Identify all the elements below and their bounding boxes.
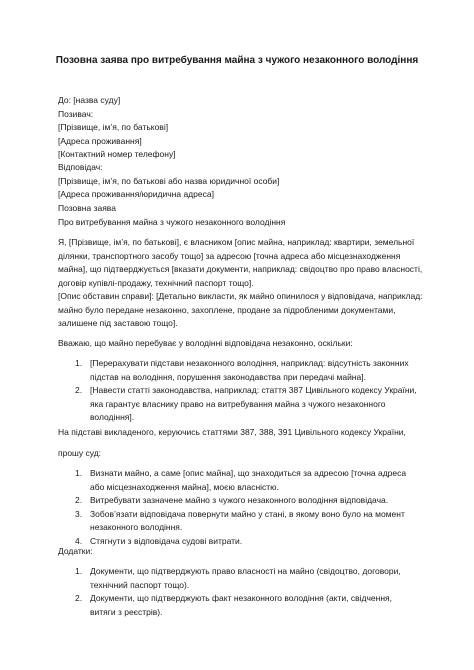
- request-text: Зобов’язати відповідача повернути майно у стані, в якому воно було на момент незаконного володіння.: [90, 508, 405, 532]
- reasons-list: [58, 357, 418, 425]
- defendant-name: [Прізвище, ім’я, по батькові або назва юридичної особи]: [58, 175, 280, 186]
- list-item: [58, 565, 418, 592]
- paragraph-circumstances: [Опис обставин справи]: [Детально викласти, як майно опинилося у відповідача, наприклад: майно було передане незаконно, захоплене, продане за підробленими документами, залишене під заставою тощо].: [58, 291, 423, 328]
- list-number: 4.: [75, 535, 83, 546]
- list-number: 2.: [75, 385, 83, 395]
- list-item: [58, 592, 418, 619]
- header-plaintiff-block: [58, 94, 428, 162]
- document-title: Позовна заява про витребування майна з чужого незаконного володіння: [55, 55, 419, 66]
- paragraph-legal-basis: На підставі викладеного, керуючись статтями 387, 388, 391 Цивільного кодексу України,: [58, 427, 406, 437]
- claim-subject: Про витребування майна з чужого незаконного володіння: [58, 216, 286, 227]
- list-number: 2.: [75, 495, 83, 505]
- list-item: [58, 467, 418, 494]
- attachment-text: Документи, що підтверджують факт незаконного володіння (акти, свідчення, витяги з реєстрів).: [90, 593, 392, 617]
- defendant-label: Відповідач:: [58, 162, 103, 172]
- attachments-label: Додатки:: [58, 546, 93, 556]
- claim-label: Позовна заява: [58, 203, 116, 213]
- paragraph-illegal-possession: Вважаю, що майно перебуває у володінні відповідача незаконно, оскільки:: [58, 338, 353, 348]
- paragraph-ownership: Я, [Прізвище, ім’я, по батькові], є власником [опис майна, наприклад: квартири, земельної ділянки, транспортного засобу тощо] за адресою [точна адреса або місцезнаходження майна], що підтверджується [вказати документи, наприклад: свідоцтво про право власності, договір купівлі-продажу, технічний паспорт тощо].: [58, 237, 423, 288]
- plaintiff-address: [Адреса проживання]: [58, 135, 142, 146]
- list-number: 3.: [75, 508, 83, 519]
- request-text: Визнати майно, а саме [опис майна], що знаходиться за адресою [точна адреса або місцезнаходження майна], моєю власністю.: [90, 468, 407, 492]
- court-line: До: [назва суду]: [58, 95, 121, 105]
- defendant-address: [Адреса проживання/юридична адреса]: [58, 189, 214, 199]
- list-item: [58, 494, 418, 508]
- reason-text: [Перерахувати підстави незаконного володіння, наприклад: відсутність законних підстав на володіння, порушення законодавства при передачі майна].: [90, 358, 409, 382]
- attachment-text: Документи, що підтверджують право власності на майно (свідоцтво, договори, технічний паспорт тощо).: [90, 566, 401, 590]
- claim-block: [58, 202, 428, 229]
- attachments-list: [58, 565, 418, 619]
- plaintiff-phone: [Контактний номер телефону]: [58, 149, 176, 159]
- header-defendant-block: [58, 161, 428, 202]
- request-text: Витребувати зазначене майно з чужого незаконного володіння відповідача.: [90, 495, 389, 505]
- list-item: [58, 384, 418, 425]
- request-text: Стягнути з відповідача судові витрати.: [90, 535, 243, 546]
- list-number: 1.: [75, 358, 83, 368]
- list-item: [58, 357, 418, 384]
- list-number: 2.: [75, 593, 83, 603]
- list-number: 1.: [75, 468, 83, 478]
- reason-text: [Навести статті законодавства, наприклад: стаття 387 Цивільного кодексу України, яка гарантує власнику право на витребування майна з чужого незаконного володіння].: [90, 385, 417, 422]
- requests-list: [58, 467, 418, 548]
- plaintiff-label: Позивач:: [58, 108, 94, 119]
- list-number: 1.: [75, 566, 83, 576]
- plaintiff-name: [Прізвище, ім’я, по батькові]: [58, 122, 169, 132]
- list-item: [58, 508, 418, 535]
- paragraph-request-intro: прошу суд:: [58, 448, 102, 458]
